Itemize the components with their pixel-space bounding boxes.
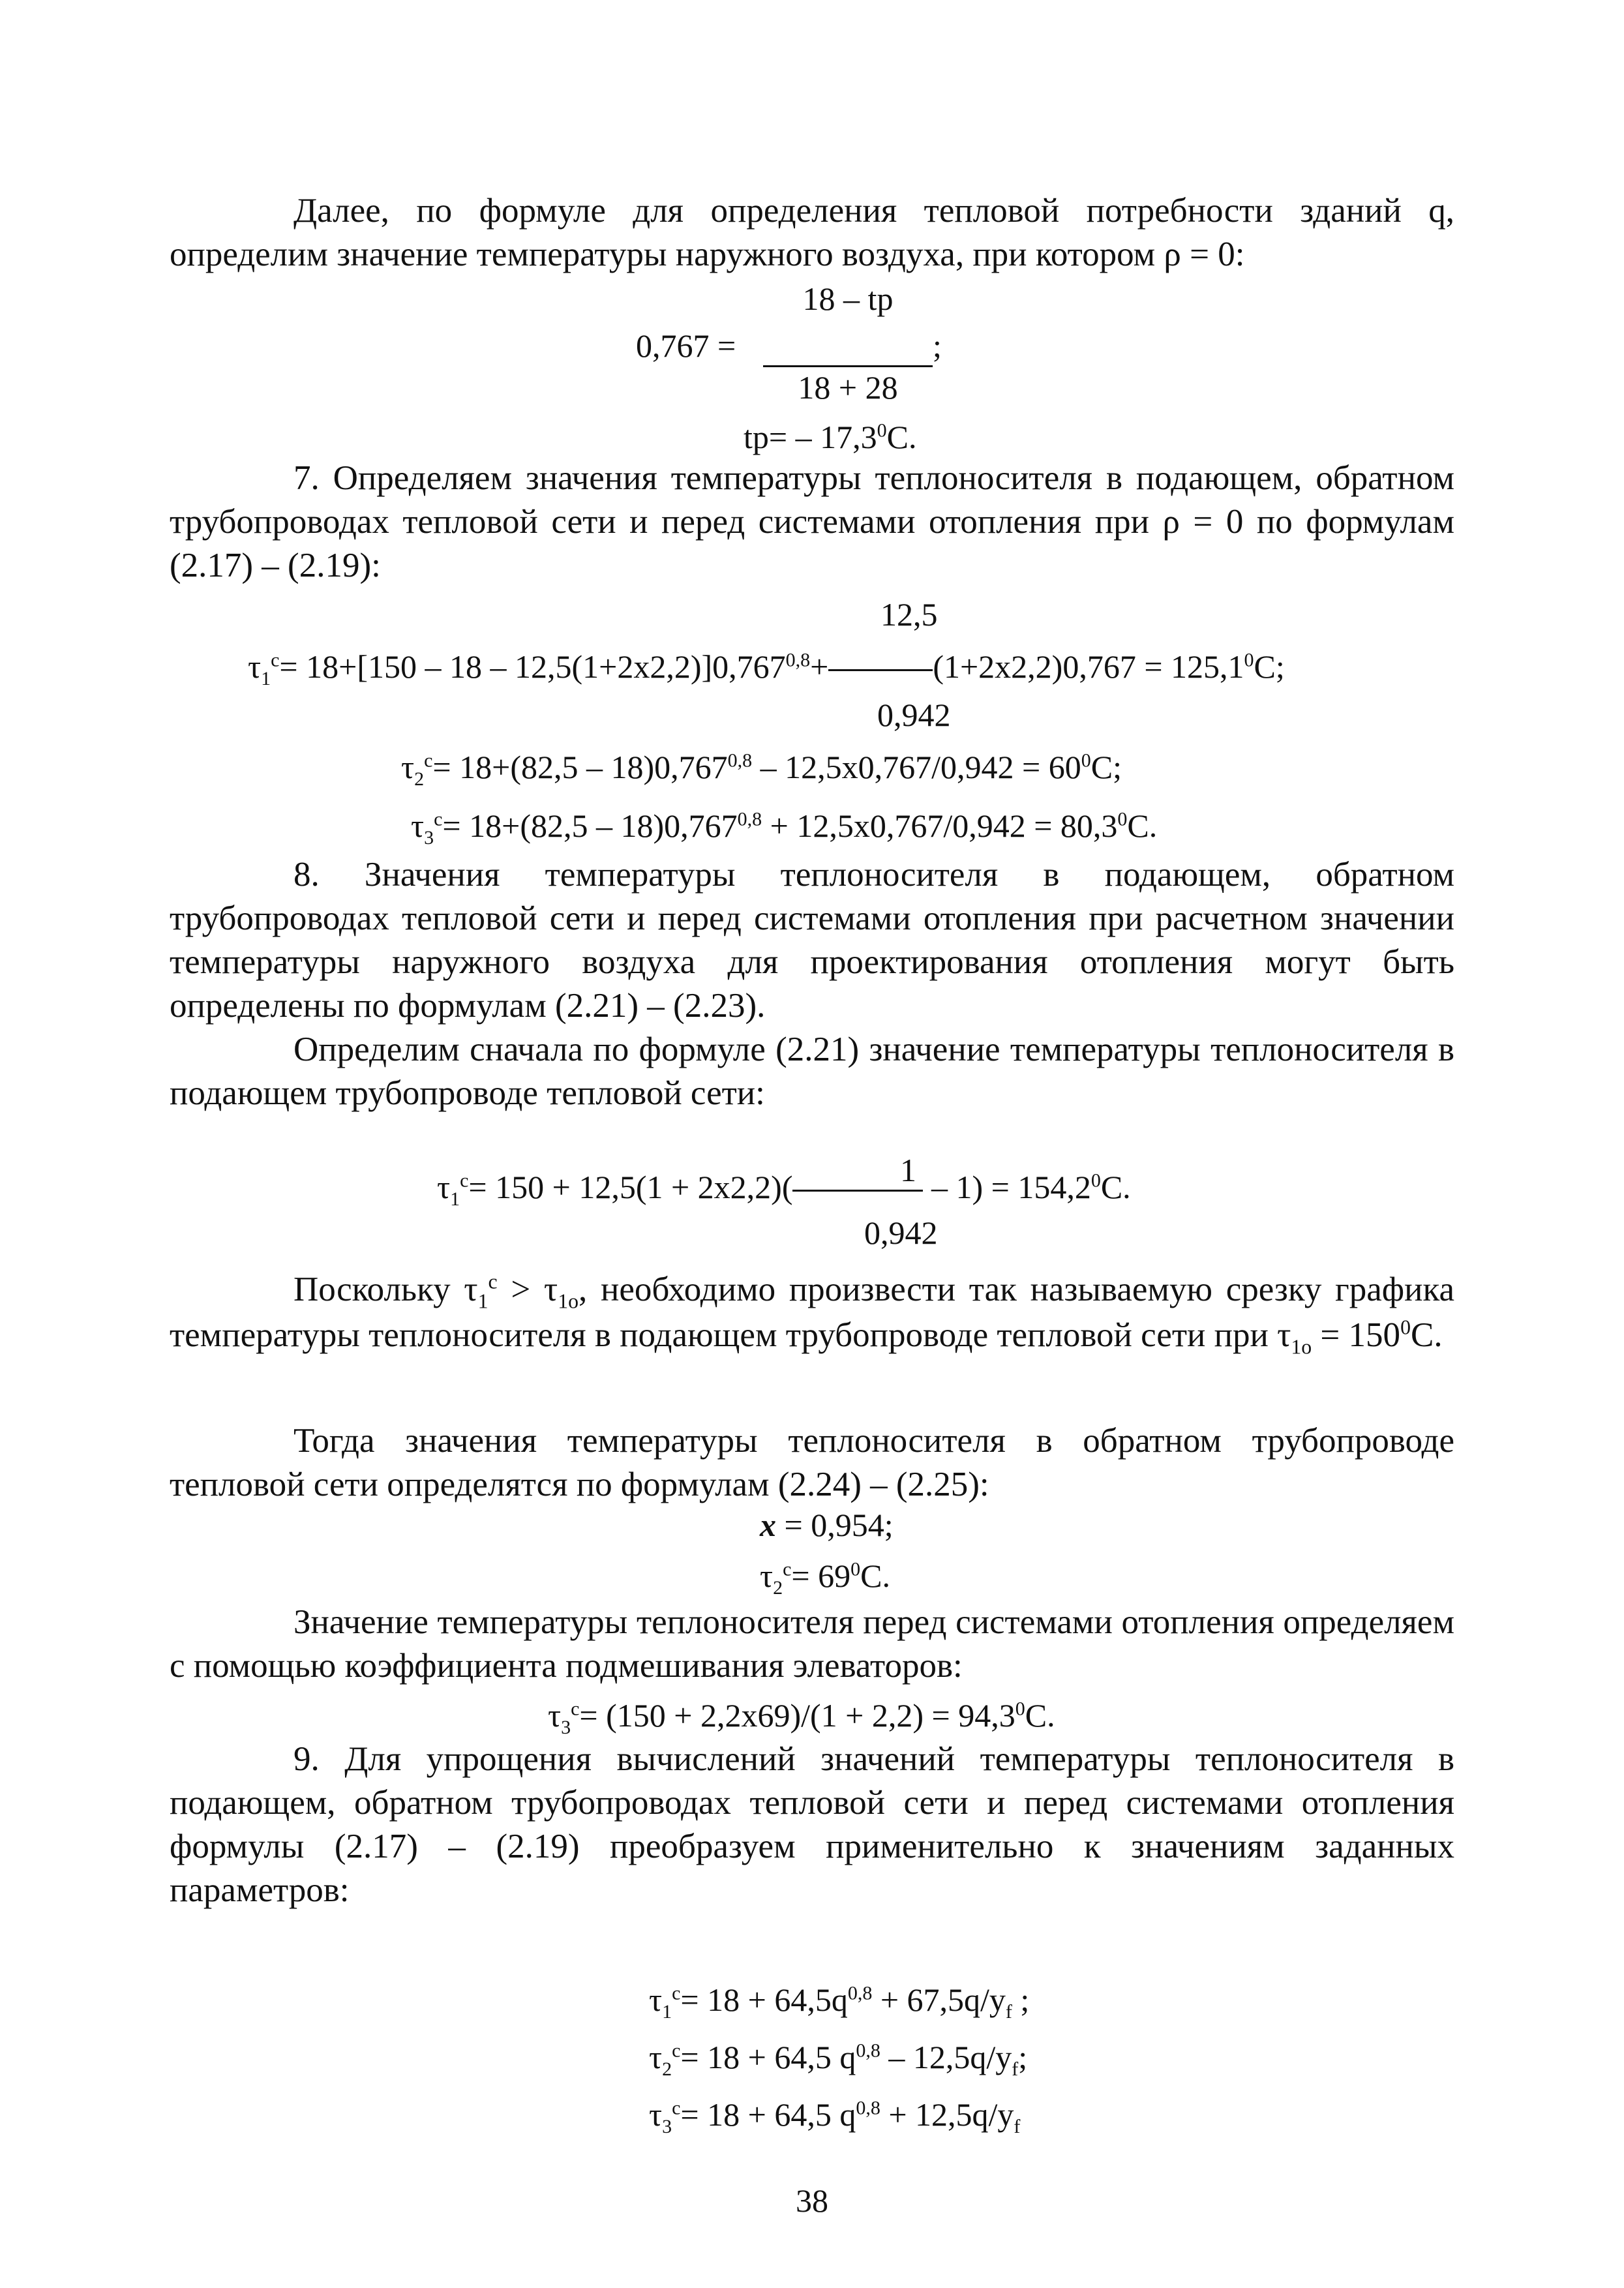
formula-tau1-numerator: 12,5 [880, 596, 938, 633]
formula-tau1-calc-numerator: 1 [900, 1152, 916, 1188]
formula-x: x = 0,954; [760, 1507, 894, 1543]
formula1-right: ; [933, 327, 942, 364]
formula-tau1-calc-denominator: 0,942 [864, 1214, 938, 1251]
formula-generic-tau2: $\tau_2^c= 18 + 64,5$ $q^{0,8} - 12,5q/y_f$; [649, 2039, 1028, 2080]
formula-tau1-calc: $\tau_1^c= 150 + 12,5(1 + 2х2,2)( - 1) = 154,2^0С$. [437, 1169, 1131, 1210]
formula1-numerator: 18 – tр [802, 280, 894, 317]
paragraph-intro: Далее, по формуле для определения тепловой потребности зданий q, определим значение температуры наружного воздуха, при котором ρ = 0: [170, 192, 1454, 273]
paragraph-8: 8. Значения температуры теплоносителя в подающем, обратном трубопроводах тепловой сети и перед системами отопления при расчетном значении температуры наружного воздуха для проектирования отопления могут быть определены по формулам (2.21) – (2.23). [170, 856, 1454, 1025]
formula-tau3-mixing: $\tau_3^c= (150 + 2,2х69)/(1 + 2,2) = 94,3^0С$. [548, 1697, 1055, 1738]
formula-tau3: $\tau_3^c= 18+(82,5 - 18)0,767^{0,8} + 12,5х0,767/0,942 = 80,3^0С$. [411, 807, 1158, 849]
formula-tau1: $\tau_1^c= 18+[150 - 18 - 12,5(1+2х2,2)]0,767^{0,8}+ (1+2х2,2)0,767 = 125,1^0С$; [248, 648, 1285, 689]
formula-tau2-69: $\tau_2^c= 69^0С$. [760, 1558, 890, 1599]
paragraph-value: Значение температуры теплоносителя перед системами отопления определяем с помощью коэффициента подмешивания элеваторов: [170, 1603, 1454, 1685]
formula-generic-tau3: $\tau_3^c= 18 + 64,5$ $q^{0,8} + 12,5q/y_f$ [649, 2096, 1021, 2137]
formula1-left: 0,767 = [636, 327, 736, 364]
formula2: tр= – 17,3$^0$С. [744, 419, 917, 455]
formula-tau1-denominator: 0,942 [877, 697, 951, 733]
page-number: 38 [796, 2182, 828, 2219]
paragraph-7: 7. Определяем значения температуры теплоносителя в подающем, обратном трубопроводах тепловой сети и перед системами отопления при ρ = 0 по формулам (2.17) – (2.19): [170, 459, 1454, 584]
paragraph-9: 9. Для упрощения вычислений значений температуры теплоносителя в подающем, обратном трубопроводах тепловой сети и перед системами отопления формулы (2.17) – (2.19) преобразуем применительно к значениям заданных параметров: [170, 1740, 1454, 1909]
paragraph-since: Поскольку $\tau_1^c > \tau_{1o}$, необходимо произвести так называемую срезку графика температуры теплоносителя в подающем трубопроводе тепловой сети при $\tau_{1o} = 150^0C$. [170, 1270, 1454, 1359]
paragraph-8b: Определим сначала по формуле (2.21) значение температуры теплоносителя в подающем трубопроводе тепловой сети: [170, 1031, 1454, 1112]
formula-generic-tau1: $\tau_1^c= 18 + 64,5q^{0,8} + 67,5q/y_f$ ; [649, 1981, 1030, 2023]
formula-tau2: $\tau_2^c= 18+(82,5 - 18)0,767^{0,8} - 12,5х0,767/0,942 = 60^0С$; [401, 749, 1122, 790]
paragraph-then: Тогда значения температуры теплоносителя в обратном трубопроводе тепловой сети определятся по формулам (2.24) – (2.25): [170, 1422, 1454, 1503]
formula1-denominator: 18 + 28 [798, 369, 898, 406]
